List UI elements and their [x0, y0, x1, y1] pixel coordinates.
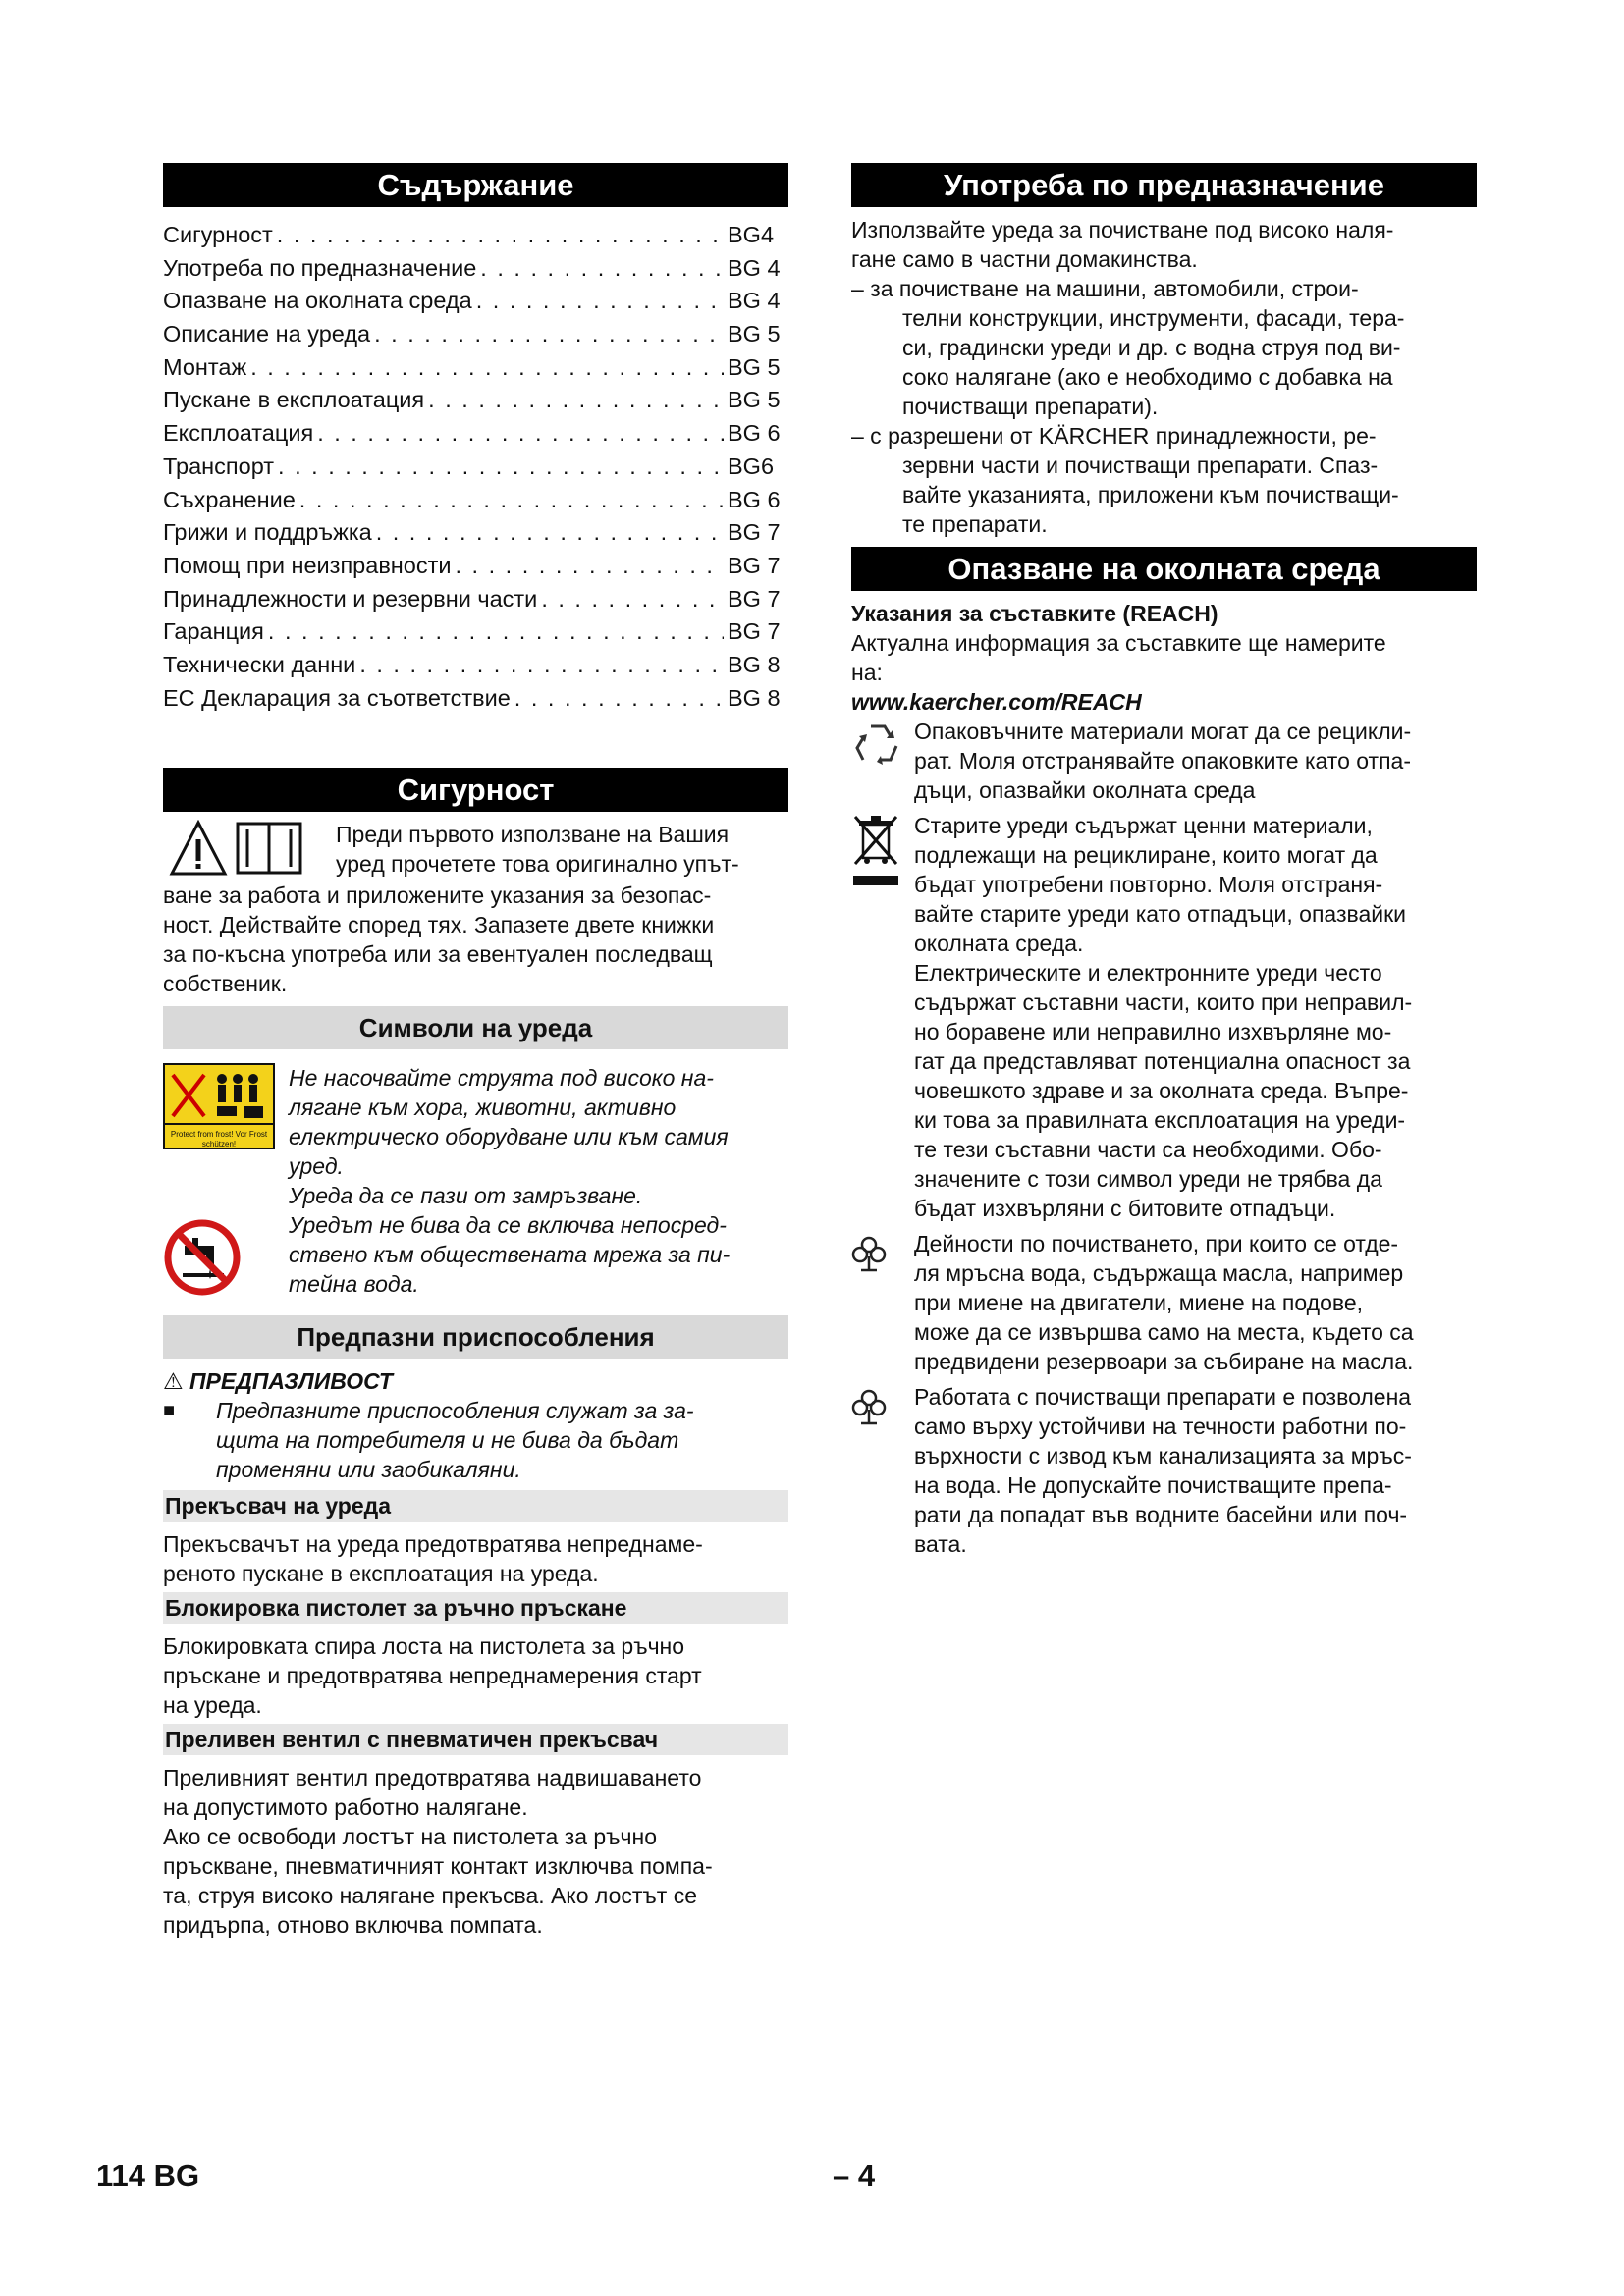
- weee-item: [851, 811, 1477, 1223]
- oil-text-line: ля мръсна вода, съдържаща масла, например: [914, 1260, 1404, 1286]
- reach-text-line: Актуална информация за съставките ще намерите: [851, 630, 1386, 656]
- safety-intro-line: Преди първото използване на Вашия: [336, 822, 730, 848]
- toc-item[interactable]: Монтаж . . . BG 5: [163, 351, 788, 385]
- weee-text-line: но боравене или неправилно изхвърляне мо-: [914, 1019, 1392, 1044]
- valve-subheading: Преливен вентил с пневматичен прекъсвач: [163, 1724, 788, 1755]
- valve-text-line: на допустимото работно налягане.: [163, 1794, 528, 1821]
- symbol-text-line: Уреда да се пази от замръзване.: [289, 1183, 643, 1209]
- safety-heading: Сигурност: [163, 768, 788, 812]
- square-bullet-icon: ■: [163, 1400, 176, 1422]
- bullet-line: соко налягане (ако е необходимо с добавка на: [902, 364, 1393, 390]
- no-drinking-water-icon: [163, 1218, 242, 1297]
- intended-use-bullet: [851, 421, 1477, 539]
- caution-text-line: Предпазните приспособления служат за за-: [216, 1398, 694, 1424]
- valve-text-line: Преливният вентил предотвратява надвишаването: [163, 1765, 702, 1791]
- right-column: [851, 163, 1477, 1559]
- weee-text-line: съдържат съставни части, които при неправил-: [914, 989, 1413, 1015]
- warning-triangle-icon: [169, 820, 228, 877]
- recycle-text-line: Опаковъчните материали могат да се рецикли-: [914, 719, 1412, 744]
- oil-text-line: Дейности по почистването, при които се отде-: [914, 1231, 1399, 1256]
- intended-use-line: гане само в частни домакинства.: [851, 246, 1198, 272]
- safety-body-line: за по-късна употреба или за евентуален последващ: [163, 941, 713, 968]
- oil-text-line: предвидени резервоари за събиране на масла.: [914, 1349, 1414, 1374]
- symbol-item-water: [163, 1210, 788, 1302]
- weee-text-line: бъдат употребени повторно. Моля отстраня-: [914, 872, 1383, 897]
- bullet-line: вайте указанията, приложени към почистващи-: [902, 482, 1399, 507]
- toc-item[interactable]: Помощ при неизправности . . . BG 7: [163, 550, 788, 583]
- recycle-text-line: рат. Моля отстранявайте опаковките като отпа-: [914, 748, 1411, 774]
- weee-text-line: бъдат изхвърляни с битовите отпадъци.: [914, 1196, 1336, 1221]
- symbol-text-line: Не насочвайте струята под високо на-: [289, 1065, 714, 1092]
- symbol-text-line: уред.: [289, 1153, 344, 1180]
- toc-item[interactable]: Сигурност . . . BG4: [163, 219, 788, 252]
- reach-link[interactable]: www.kaercher.com/REACH: [851, 689, 1142, 715]
- toc-list: [163, 219, 788, 715]
- crossed-bin-icon: [851, 813, 900, 891]
- valve-text-line: та, струя високо налягане прекъсва. Ако лостът се: [163, 1883, 697, 1909]
- toc-item[interactable]: Пускане в експлоатация . . . BG 5: [163, 384, 788, 417]
- left-column: [163, 163, 788, 1940]
- bullet-line: – за почистване на машини, автомобили, строи-: [851, 276, 1359, 301]
- caution-label-row: [163, 1366, 788, 1396]
- intended-use-line: Използвайте уреда за почистване под високо наля-: [851, 217, 1394, 242]
- safety-body-line: ност. Действайте според тях. Запазете двете книжки: [163, 912, 715, 938]
- environment-tree-icon: [851, 1235, 887, 1274]
- safety-body-line: собственик.: [163, 971, 288, 997]
- weee-text-line: Електрическите и електронните уреди често: [914, 960, 1382, 986]
- toc-item[interactable]: Съхранение . . . BG 6: [163, 484, 788, 517]
- toc-item[interactable]: Опазване на околната среда . . . BG 4: [163, 285, 788, 318]
- weee-text-line: подлежащи на рециклиране, които могат да: [914, 842, 1378, 868]
- environment-heading: Опазване на околната среда: [851, 547, 1477, 591]
- symbol-text-line: електрическо оборудване или към самия: [289, 1124, 729, 1150]
- weee-text-line: Старите уреди съдържат ценни материали,: [914, 813, 1373, 838]
- lock-text-line: Блокировката спира лоста на пистолета за ръчно: [163, 1633, 685, 1660]
- symbols-heading: Символи на уреда: [163, 1006, 788, 1049]
- detergent-text-line: само върху устойчиви на течности работни по-: [914, 1414, 1407, 1439]
- switch-text-line: реното пускане в експлоатация на уреда.: [163, 1561, 599, 1587]
- safety-body-line: ване за работа и приложените указания за безопас-: [163, 882, 712, 909]
- bullet-line: – с разрешени от KÄRCHER принадлежности, ре-: [851, 423, 1377, 449]
- toc-item[interactable]: Технически данни . . . BG 8: [163, 649, 788, 682]
- valve-text-line: Ако се освободи лостът на пистолета за ръчно: [163, 1824, 658, 1850]
- detergent-text-line: Работата с почистващи препарати е позволена: [914, 1384, 1412, 1410]
- environment-tree-icon: [851, 1388, 887, 1427]
- toc-item[interactable]: Принадлежности и резервни части . . . BG 7: [163, 583, 788, 616]
- bullet-line: те препарати.: [902, 511, 1048, 537]
- symbol-text-line: ствено към обществената мрежа за пи-: [289, 1242, 731, 1268]
- weee-text-line: околната среда.: [914, 931, 1084, 956]
- weee-text-line: ки това за правилната експлоатация на уреди-: [914, 1107, 1406, 1133]
- oil-text-line: може да се извършва само на места, където са: [914, 1319, 1414, 1345]
- intended-use-heading: Употреба по предназначение: [851, 163, 1477, 207]
- symbol-item-jet: [163, 1063, 788, 1210]
- valve-text-line: придърпа, отново включва помпата.: [163, 1912, 543, 1939]
- weee-text-line: значените с този символ уреди не трябва да: [914, 1166, 1382, 1192]
- weee-text-line: вайте старите уреди като отпадъци, опазвайки: [914, 901, 1407, 927]
- safety-intro-line: уред прочетете това оригинално упът-: [336, 851, 739, 878]
- lock-text-line: на уреда.: [163, 1692, 262, 1719]
- safety-icons: [169, 820, 324, 881]
- lock-text-line: пръскане и предотвратява непреднамерения старт: [163, 1663, 702, 1689]
- safety-intro: [163, 820, 788, 881]
- bullet-line: си, градински уреди и др. с водна струя под ви-: [902, 335, 1401, 360]
- caution-text-line: щита на потребителя и не бива да бъдат: [216, 1427, 679, 1454]
- intended-use-bullet: [851, 274, 1477, 421]
- toc-item[interactable]: Описание на уреда . . . BG 5: [163, 318, 788, 351]
- caution-label: ПРЕДПАЗЛИВОСТ: [189, 1368, 393, 1395]
- symbol-text-line: лягане към хора, животни, активно: [289, 1095, 677, 1121]
- lock-subheading: Блокировка пистолет за ръчно пръскане: [163, 1592, 788, 1624]
- detergent-text-line: вата.: [914, 1531, 967, 1557]
- detergent-text-line: рати да попадат във водните басейни или поч-: [914, 1502, 1408, 1527]
- toc-item[interactable]: Гаранция . . . BG 7: [163, 615, 788, 649]
- protective-heading: Предпазни приспособления: [163, 1315, 788, 1359]
- weee-text-line: човешкото здраве и за околната среда. Въпре-: [914, 1078, 1409, 1103]
- caution-triangle-icon: ⚠: [163, 1368, 184, 1395]
- manual-book-icon: [234, 820, 304, 877]
- detergent-item: [851, 1382, 1477, 1559]
- caution-item: [163, 1396, 788, 1484]
- switch-text-line: Прекъсвачът на уреда предотвратява непреднаме-: [163, 1531, 703, 1558]
- page-number: 114 BG: [96, 2159, 200, 2193]
- toc-item[interactable]: Грижи и поддръжка . . . BG 7: [163, 516, 788, 550]
- toc-item[interactable]: Употреба по предназначение . . . BG 4: [163, 252, 788, 286]
- toc-heading: Съдържание: [163, 163, 788, 207]
- oil-text-line: при миене на двигатели, миене на подове,: [914, 1290, 1364, 1315]
- weee-text-line: гат да представляват потенциална опасност за: [914, 1048, 1411, 1074]
- symbol-text-line: Уредът не бива да се включва непосред-: [289, 1212, 727, 1239]
- detergent-text-line: на вода. Не допускайте почистващите препа-: [914, 1472, 1392, 1498]
- switch-subheading: Прекъсвач на уреда: [163, 1490, 788, 1522]
- oil-item: [851, 1229, 1477, 1376]
- frost-sign-label: Protect from frost! Vor Frost schützen!: [170, 1130, 268, 1149]
- recycle-item: [851, 717, 1477, 805]
- bullet-line: зервни части и почистващи препарати. Спаз-: [902, 453, 1379, 478]
- valve-text-line: пръскване, пневматичният контакт изключва помпа-: [163, 1853, 713, 1880]
- weee-text-line: те тези съставни части са необходими. Обо-: [914, 1137, 1382, 1162]
- toc-item[interactable]: Транспорт . . . BG6: [163, 451, 788, 484]
- reach-text-line: на:: [851, 660, 883, 685]
- jet-warning-sign: [163, 1063, 287, 1210]
- bullet-line: почистващи препарати).: [902, 394, 1159, 419]
- recycling-icon: [851, 719, 904, 772]
- detergent-text-line: върхности с извод към канализацията за мръс-: [914, 1443, 1412, 1468]
- symbol-text-line: тейна вода.: [289, 1271, 419, 1298]
- page-sub-number: – 4: [833, 2159, 876, 2193]
- toc-item[interactable]: Експлоатация . . . BG 6: [163, 417, 788, 451]
- caution-text-line: променяни или заобикаляни.: [216, 1457, 521, 1483]
- reach-title: Указания за съставките (REACH): [851, 601, 1218, 626]
- bullet-line: телни конструкции, инструменти, фасади, тера-: [902, 305, 1405, 331]
- recycle-text-line: дъци, опазвайки околната среда: [914, 777, 1256, 803]
- toc-item[interactable]: ЕС Декларация за съответствие . . . BG 8: [163, 682, 788, 716]
